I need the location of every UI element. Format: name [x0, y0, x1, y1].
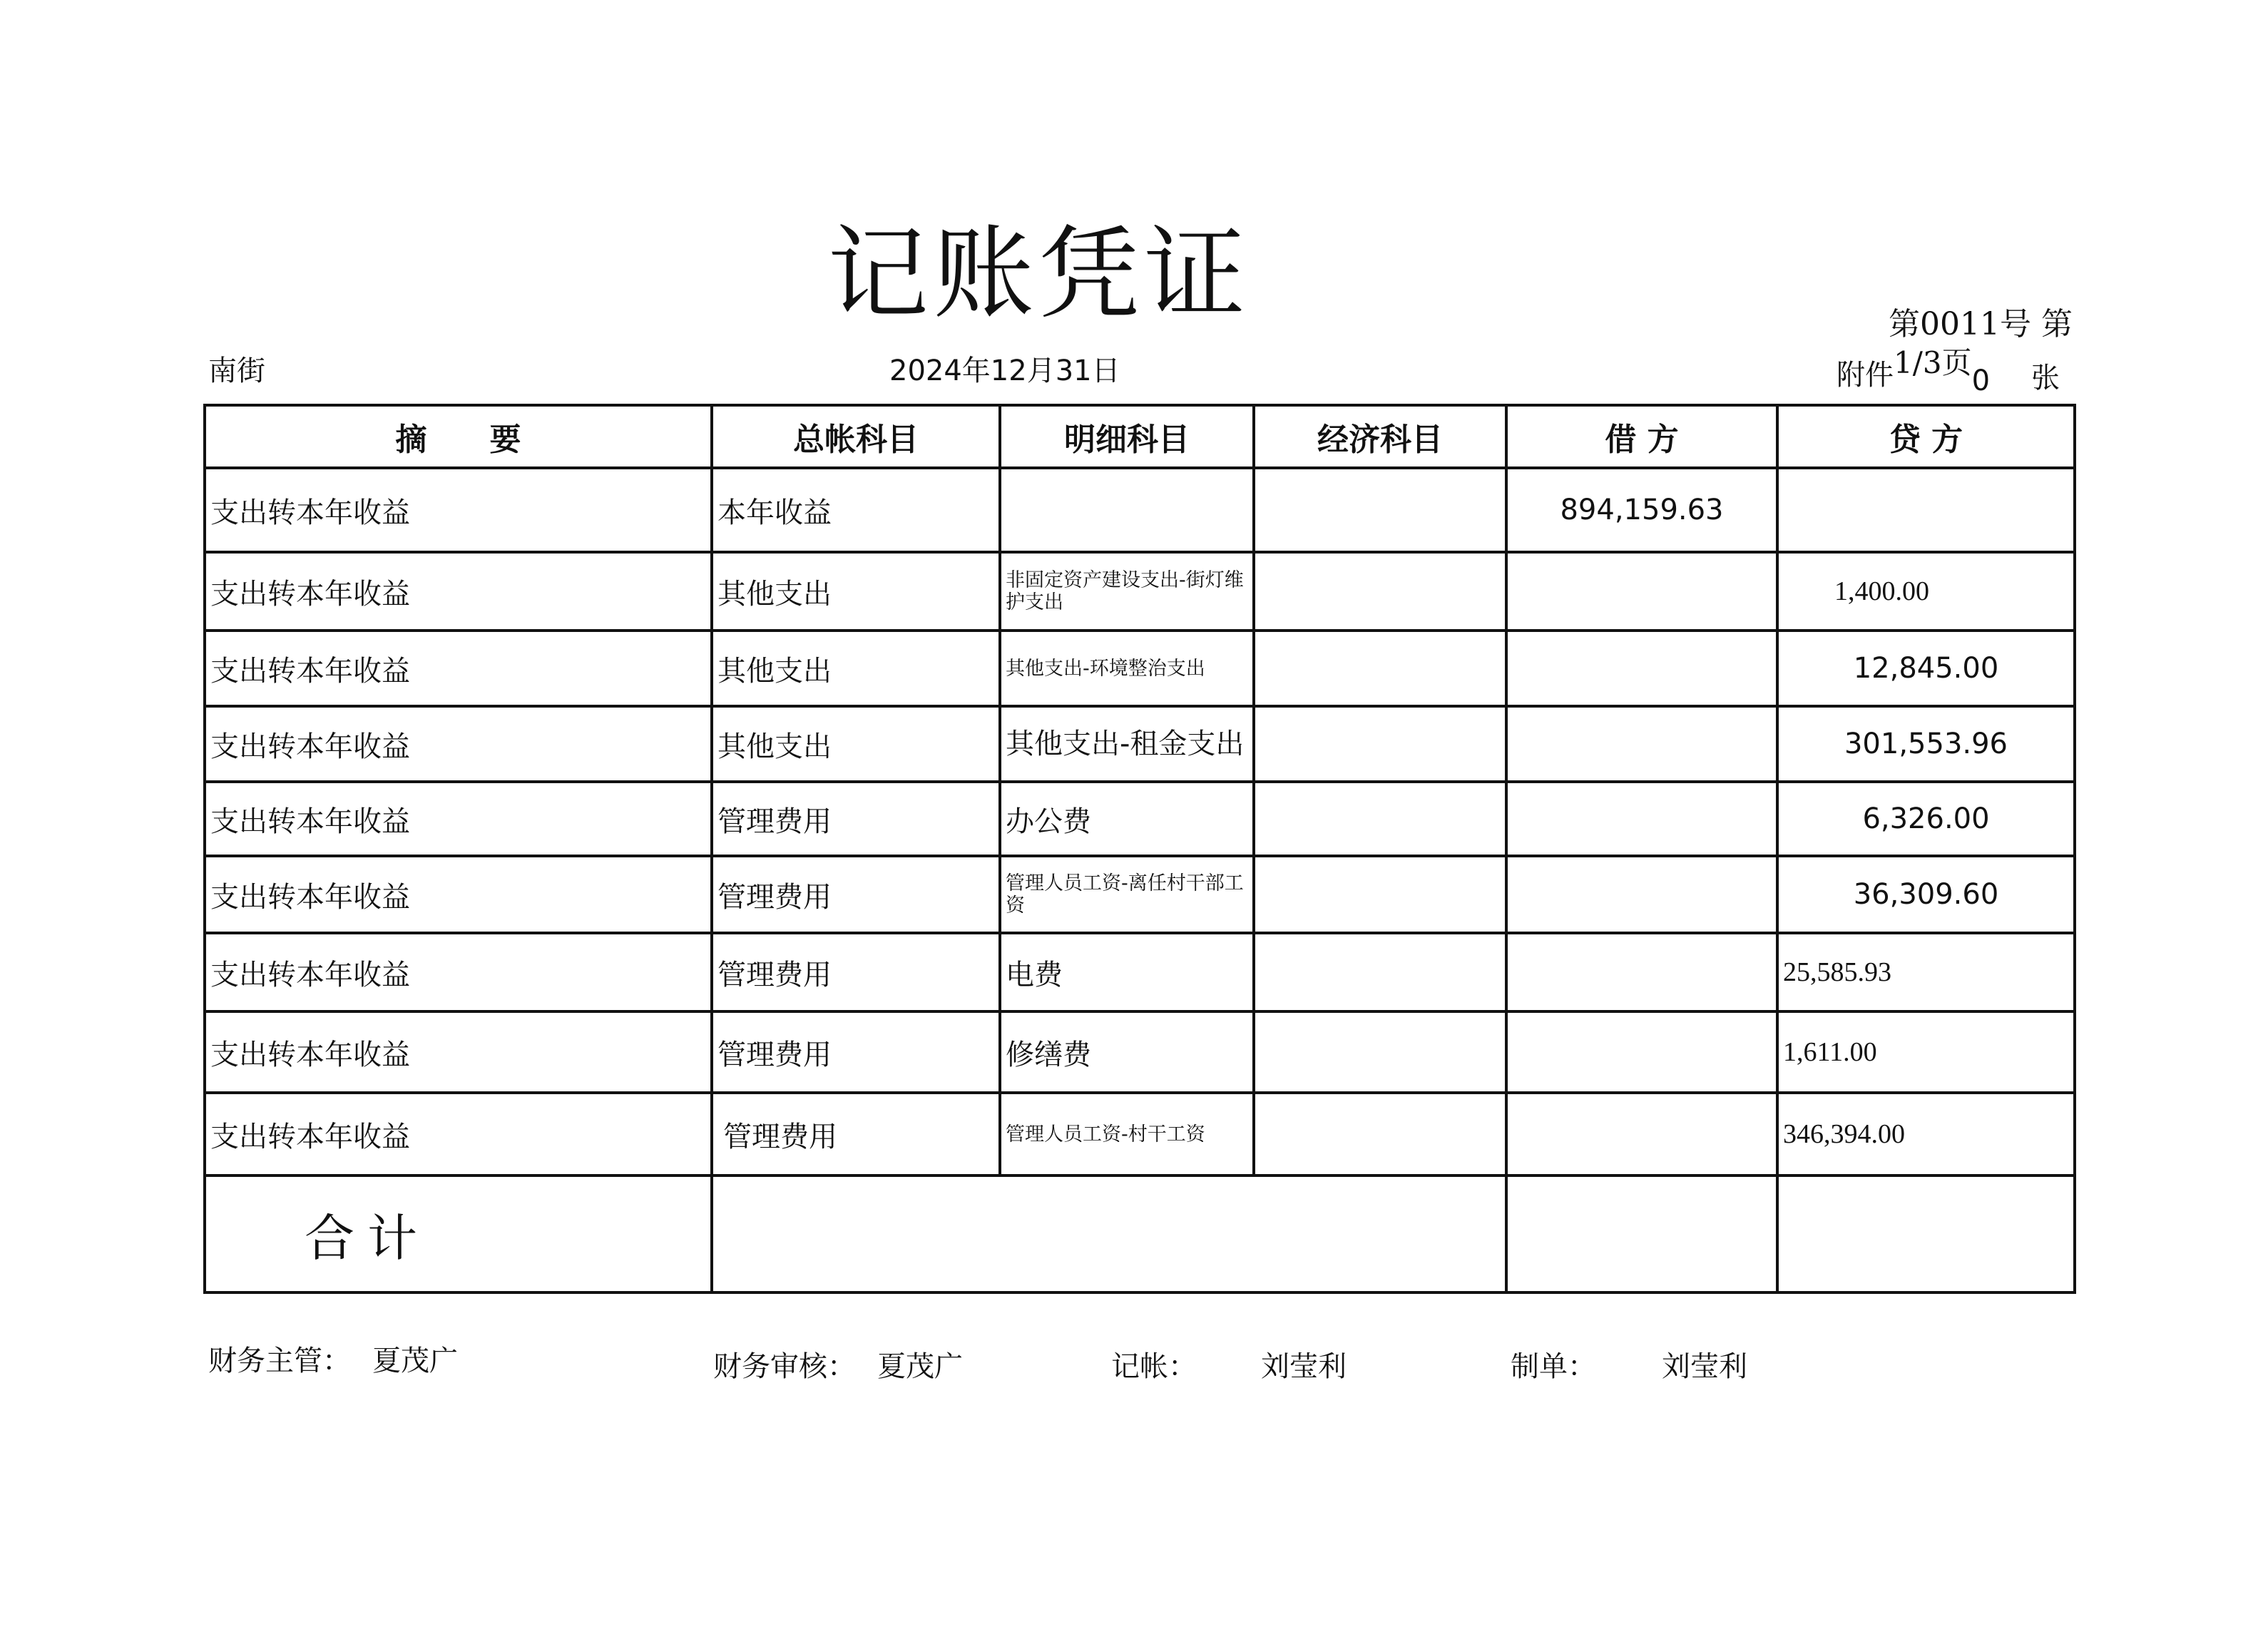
credit-cell: [1777, 468, 2075, 552]
voucher-date: 2024年12月31日: [889, 355, 1120, 387]
account-cell: 本年收益: [712, 468, 1000, 552]
table-row: [205, 1011, 2075, 1093]
debit-cell: [1506, 706, 1777, 782]
total-label: 合计: [205, 1175, 712, 1292]
summary-cell: 支出转本年收益: [205, 631, 712, 706]
total-credit-cell: [1777, 1175, 2075, 1292]
table-row: [205, 631, 2075, 706]
header-debit: 借 方: [1506, 405, 1777, 468]
detail-cell: 电费: [1000, 933, 1254, 1011]
econ-cell: [1254, 706, 1506, 782]
account-cell: 管理费用: [712, 856, 1000, 933]
credit-cell: 301,553.96: [1777, 706, 2075, 782]
summary-cell: 支出转本年收益: [205, 1011, 712, 1093]
header-summary: 摘 要: [205, 405, 712, 468]
credit-cell: 1,611.00: [1777, 1011, 2075, 1093]
supervisor-signature: 财务主管： 夏茂广: [208, 1345, 458, 1377]
account-cell: 管理费用: [712, 1093, 1000, 1175]
debit-cell: [1506, 552, 1777, 631]
attachment-count: 0: [1971, 364, 1991, 397]
account-cell: 管理费用: [712, 1011, 1000, 1093]
summary-cell: 支出转本年收益: [205, 856, 712, 933]
voucher-title: 记账凭证: [827, 215, 1250, 333]
credit-cell: 12,845.00: [1777, 631, 2075, 706]
detail-cell: [1000, 468, 1254, 552]
debit-cell: [1506, 1011, 1777, 1093]
reviewer-signature: 财务审核： 夏茂广: [713, 1350, 963, 1383]
detail-cell: 其他支出-租金支出: [1000, 706, 1254, 782]
econ-cell: [1254, 468, 1506, 552]
account-cell: 其他支出: [712, 631, 1000, 706]
credit-cell: 1,400.00: [1777, 552, 2075, 631]
account-cell: 管理费用: [712, 933, 1000, 1011]
credit-cell: 6,326.00: [1777, 782, 2075, 856]
econ-cell: [1254, 1093, 1506, 1175]
econ-cell: [1254, 631, 1506, 706]
econ-cell: [1254, 552, 1506, 631]
credit-cell: 346,394.00: [1777, 1093, 2075, 1175]
detail-cell: 管理人员工资-村干工资: [1000, 1093, 1254, 1175]
attachment-label: 附件: [1837, 359, 1894, 392]
header-general-account: 总帐科目: [712, 405, 1000, 468]
summary-cell: 支出转本年收益: [205, 706, 712, 782]
summary-cell: 支出转本年收益: [205, 933, 712, 1011]
detail-cell: 非固定资产建设支出-街灯维护支出: [1000, 552, 1254, 631]
table-row: [205, 468, 2075, 552]
total-row: [205, 1175, 2075, 1292]
preparer-signature: 制单： 刘莹利: [1511, 1350, 1747, 1383]
header-detail-account: 明细科目: [1000, 405, 1254, 468]
credit-cell: 36,309.60: [1777, 856, 2075, 933]
table-row: [205, 706, 2075, 782]
account-cell: 其他支出: [712, 552, 1000, 631]
summary-cell: 支出转本年收益: [205, 1093, 712, 1175]
econ-cell: [1254, 1011, 1506, 1093]
total-merged-cell: [712, 1175, 1506, 1292]
total-debit-cell: [1506, 1175, 1777, 1292]
debit-cell: [1506, 782, 1777, 856]
attachment-page: 1/3页: [1894, 345, 1972, 380]
attachment-unit: 张: [2031, 362, 2060, 394]
attachment-info: [1837, 345, 1991, 397]
account-cell: 管理费用: [712, 782, 1000, 856]
detail-cell: 管理人员工资-离任村干部工资: [1000, 856, 1254, 933]
credit-cell: 25,585.93: [1777, 933, 2075, 1011]
table-row: [205, 552, 2075, 631]
table-row: [205, 856, 2075, 933]
econ-cell: [1254, 856, 1506, 933]
detail-cell: 修缮费: [1000, 1011, 1254, 1093]
debit-cell: [1506, 631, 1777, 706]
summary-cell: 支出转本年收益: [205, 552, 712, 631]
debit-cell: 894,159.63: [1506, 468, 1777, 552]
voucher-table: [203, 404, 2076, 1294]
table-row: [205, 1093, 2075, 1175]
voucher-number: 第0011号 第: [1889, 306, 2073, 342]
summary-cell: 支出转本年收益: [205, 782, 712, 856]
table-row: [205, 933, 2075, 1011]
debit-cell: [1506, 1093, 1777, 1175]
header-credit: 贷 方: [1777, 405, 2075, 468]
account-cell: 其他支出: [712, 706, 1000, 782]
table-row: [205, 782, 2075, 856]
detail-cell: 其他支出-环境整治支出: [1000, 631, 1254, 706]
summary-cell: 支出转本年收益: [205, 468, 712, 552]
unit-name: 南街: [208, 355, 265, 387]
econ-cell: [1254, 782, 1506, 856]
debit-cell: [1506, 933, 1777, 1011]
econ-cell: [1254, 933, 1506, 1011]
table-header-row: [205, 405, 2075, 468]
header-economic-account: 经济科目: [1254, 405, 1506, 468]
bookkeeper-signature: 记帐： 刘莹利: [1111, 1350, 1347, 1383]
debit-cell: [1506, 856, 1777, 933]
detail-cell: 办公费: [1000, 782, 1254, 856]
